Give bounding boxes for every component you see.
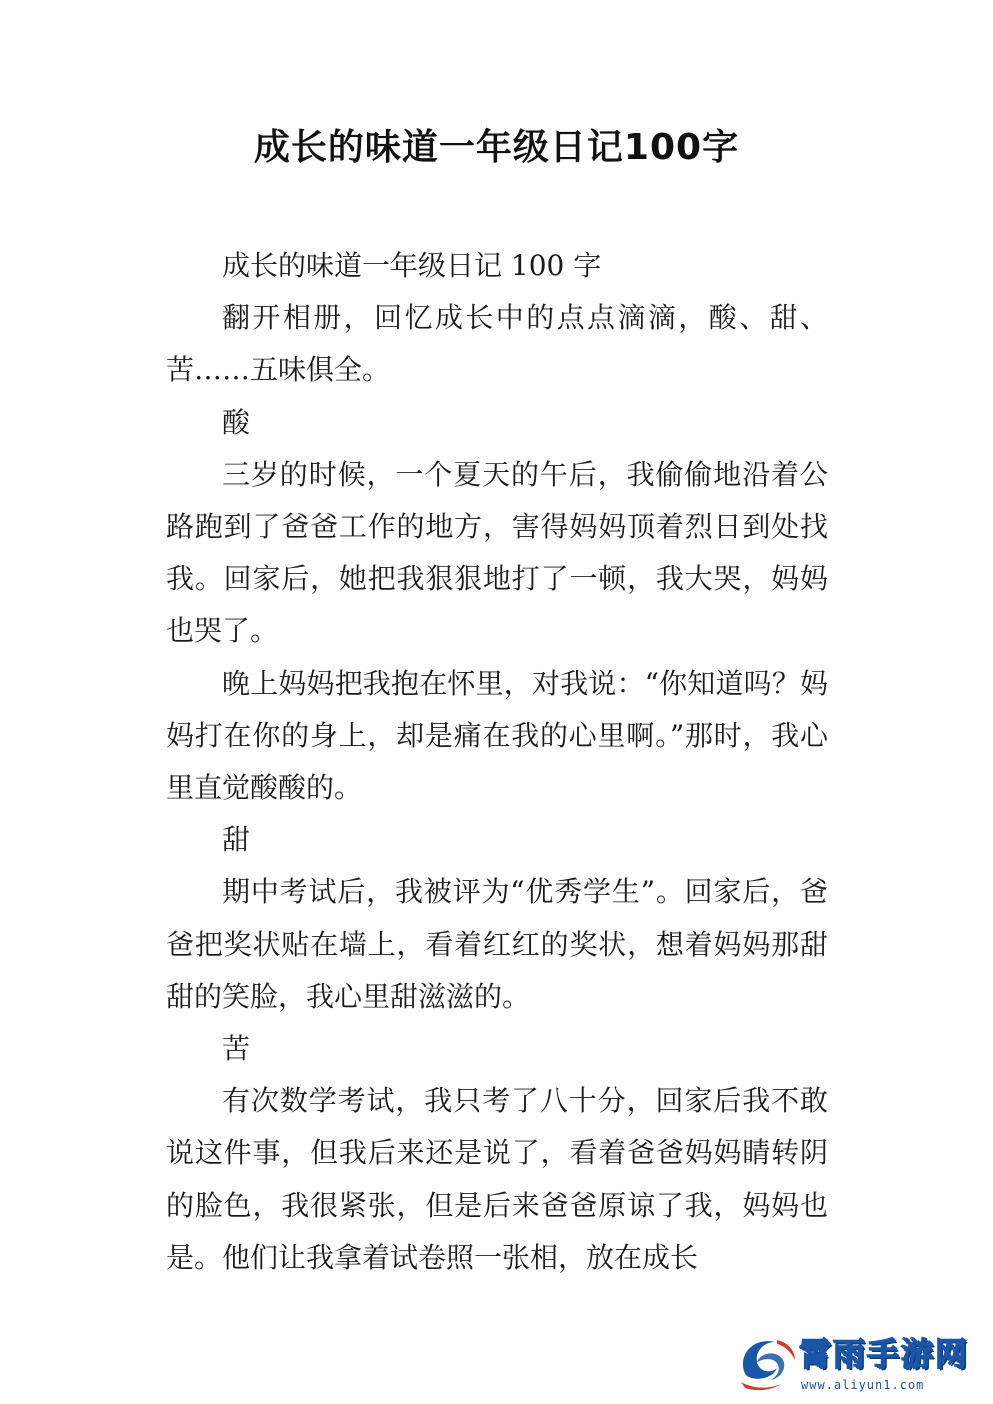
watermark-brand: 霄雨手游网 — [799, 1335, 970, 1373]
document-title: 成长的味道一年级日记100字 — [253, 127, 740, 168]
watermark-url: www.aliyun1.com — [801, 1378, 925, 1392]
swirl-wave-logo-icon — [737, 1334, 801, 1392]
section-heading-bitter: 苦 — [222, 1032, 251, 1066]
section-heading-sour: 酸 — [222, 405, 251, 439]
paragraph-intro: 翻开相册，回忆成长中的点点滴滴，酸、甜、苦……五味俱全。 — [166, 301, 828, 387]
paragraph-sour-2: 晚上妈妈把我抱在怀里，对我说：“你知道吗？妈妈打在你的身上，却是痛在我的心里啊。”那时，我心里直觉酸酸的。 — [166, 666, 828, 805]
section-heading-sweet: 甜 — [222, 823, 251, 857]
paragraph-sour-1: 三岁的时候，一个夏天的午后，我偷偷地沿着公路跑到了爸爸工作的地方，害得妈妈顶着烈日到处找我。回家后，她把我狠狠地打了一顿，我大哭，妈妈也哭了。 — [166, 457, 828, 648]
paragraph-bitter: 有次数学考试，我只考了八十分，回家后我不敢说这件事，但我后来还是说了，看着爸爸妈妈睛转阴的脸色，我很紧张，但是后来爸爸原谅了我，妈妈也是。他们让我拿着试卷照一张相，放在成长 — [166, 1084, 828, 1274]
paragraph-heading-repeat: 成长的味道一年级日记 100 字 — [222, 249, 602, 282]
document-body — [166, 240, 828, 1284]
watermark — [737, 1328, 987, 1400]
paragraph-sweet: 期中考试后，我被评为“优秀学生”。回家后，爸爸把奖状贴在墙上，看着红红的奖状，想着妈妈那甜甜的笑脸，我心里甜滋滋的。 — [166, 875, 828, 1013]
